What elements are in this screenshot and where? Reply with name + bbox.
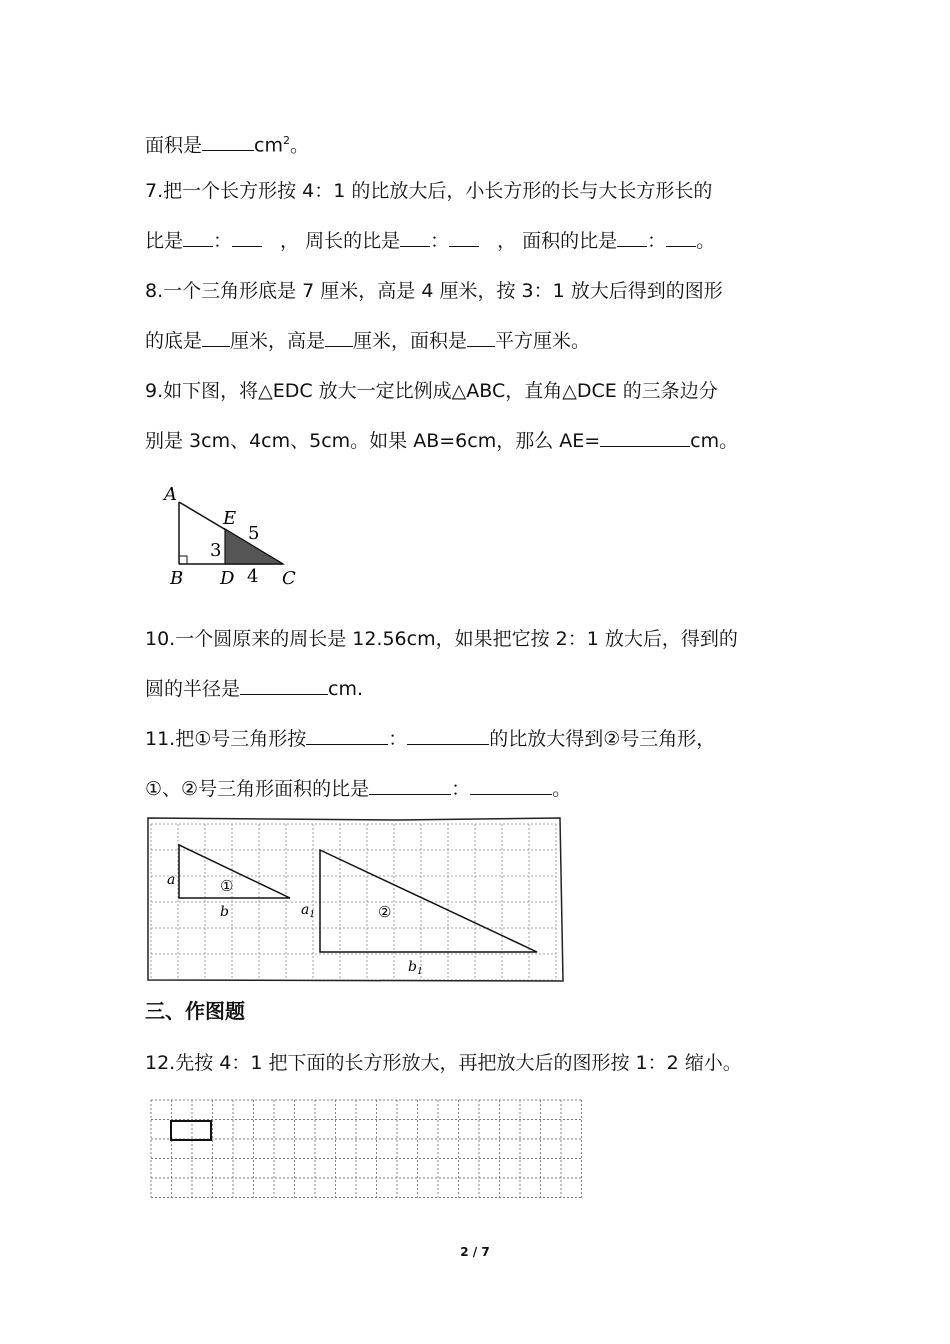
text: cm	[254, 134, 283, 157]
answer-blank[interactable]	[666, 228, 696, 247]
triangle-1	[179, 845, 290, 898]
text: ， 周长的比是	[280, 230, 401, 252]
superscript: 2	[282, 134, 290, 147]
answer-blank[interactable]	[202, 328, 230, 347]
length-4: 4	[247, 566, 259, 587]
question-9-line-1	[145, 378, 718, 404]
text: 面积是	[145, 134, 203, 157]
section-title: 三、作图题	[145, 999, 245, 1023]
question-12-line	[145, 1050, 742, 1076]
text: 圆的半径是	[145, 678, 241, 700]
question-7-text: 7.把一个长方形按 4：1 的比放大后，小长方形的长与大长方形长的	[145, 180, 713, 202]
label-d: D	[220, 568, 235, 589]
answer-blank[interactable]	[202, 132, 254, 151]
answer-blank[interactable]	[449, 228, 479, 247]
question-11-line-1	[145, 726, 715, 752]
length-3: 3	[210, 540, 222, 561]
text: ：	[647, 230, 667, 252]
small-rectangle	[171, 1121, 211, 1140]
answer-blank[interactable]	[325, 328, 353, 347]
text: 厘米，高是	[230, 330, 326, 352]
text: 。	[696, 230, 716, 252]
answer-blank[interactable]	[369, 776, 451, 795]
question-7-line-1	[145, 178, 712, 204]
drawing-grid-q12[interactable]	[148, 1094, 588, 1206]
section-3-heading	[145, 998, 245, 1024]
label-triangle-2: ②	[378, 903, 392, 921]
text: ：	[213, 230, 233, 252]
answer-blank[interactable]	[600, 428, 690, 447]
label-a1: $a_1$	[301, 902, 316, 920]
answer-blank[interactable]	[467, 328, 495, 347]
question-10-text: 10.一个圆原来的周长是 12.56cm，如果把它按 2：1 放大后，得到的	[145, 628, 738, 650]
page-number-text: 2 / 7	[460, 1245, 490, 1259]
text: ①、②号三角形面积的比是	[145, 778, 370, 800]
area-answer-line	[145, 128, 309, 158]
length-5: 5	[248, 523, 260, 544]
text: 别是 3cm、4cm、5cm。如果 AB=6cm，那么 AE=	[145, 430, 601, 452]
label-a: a	[167, 872, 176, 888]
text: 。	[289, 134, 309, 157]
text: ， 面积的比是	[497, 230, 618, 252]
label-b: b	[220, 904, 229, 920]
text: 。	[552, 778, 572, 800]
text: 平方厘米。	[495, 330, 591, 352]
question-10-line-1	[145, 626, 738, 652]
text: 11.把①号三角形按	[145, 728, 307, 750]
answer-blank[interactable]	[183, 228, 213, 247]
question-8-line-2	[145, 328, 590, 354]
answer-blank[interactable]	[306, 726, 388, 745]
label-e: E	[223, 508, 237, 529]
label-c: C	[282, 568, 296, 589]
text: ：	[430, 230, 450, 252]
grid-triangles-figure-q11	[146, 816, 566, 986]
answer-blank[interactable]	[400, 228, 430, 247]
text: cm.	[328, 678, 364, 700]
question-8-text: 8.一个三角形底是 7 厘米，高是 4 厘米，按 3：1 放大后得到的图形	[145, 280, 723, 302]
text: 的底是	[145, 330, 203, 352]
text: 的比放大得到②号三角形，	[489, 728, 716, 750]
question-10-line-2	[145, 676, 363, 702]
text: 厘米，面积是	[353, 330, 468, 352]
question-9-line-2	[145, 428, 738, 454]
answer-blank[interactable]	[470, 776, 552, 795]
answer-blank[interactable]	[232, 228, 262, 247]
question-11-line-2	[145, 776, 571, 802]
text: ：	[451, 778, 471, 800]
triangle-figure-q9	[150, 482, 310, 592]
grid-lines	[151, 824, 556, 980]
text: 比是	[145, 230, 184, 252]
question-7-line-2	[145, 228, 715, 254]
page-number	[0, 1245, 950, 1259]
answer-blank[interactable]	[407, 726, 489, 745]
label-triangle-1: ①	[220, 877, 234, 895]
label-b1: $b_1$	[408, 959, 423, 977]
label-a: A	[164, 484, 177, 505]
triangle-2	[320, 850, 537, 952]
text: cm。	[690, 430, 739, 452]
question-9-text: 9.如下图，将△EDC 放大一定比例成△ABC，直角△DCE 的三条边分	[145, 380, 718, 402]
question-8-line-1	[145, 278, 723, 304]
text: ：	[388, 728, 408, 750]
answer-blank[interactable]	[617, 228, 647, 247]
label-b: B	[170, 568, 184, 589]
question-12-text: 12.先按 4：1 把下面的长方形放大，再把放大后的图形按 1：2 缩小。	[145, 1052, 742, 1074]
answer-blank[interactable]	[240, 676, 328, 695]
